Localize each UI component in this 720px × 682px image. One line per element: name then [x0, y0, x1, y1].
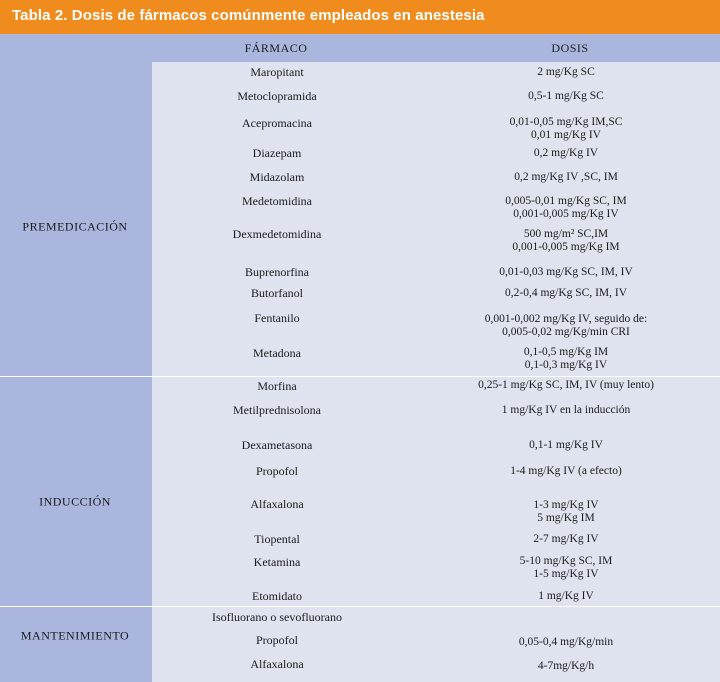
dose-cell: 2-7 mg/Kg IV — [533, 533, 599, 545]
dose-cell: 1-4 mg/Kg IV (a efecto) — [510, 465, 622, 477]
drug-name: Propofol — [256, 633, 298, 647]
drug-name: Etomidato — [252, 589, 302, 603]
drug-name: Metadona — [253, 346, 301, 360]
drug-name: Diazepam — [252, 146, 302, 160]
drug-name: Butorfanol — [251, 286, 303, 300]
dose-cell: 0,05-0,4 mg/Kg/min — [518, 636, 614, 648]
dose-cell: 1 mg/Kg IV en la inducción — [501, 404, 631, 416]
drug-name: Acepromacina — [242, 116, 312, 130]
drug-name: Dexmedetomidina — [232, 227, 322, 241]
section-divider — [0, 376, 720, 377]
dose-cell: 1 mg/Kg IV — [538, 590, 594, 602]
drug-name: Ketamina — [253, 555, 301, 569]
section-label-mantenimiento: MANTENIMIENTO — [20, 628, 130, 643]
header-dose: DOSIS — [551, 41, 589, 55]
dose-cell: 500 mg/m² SC,IM 0,001-0,005 mg/Kg IM — [512, 228, 620, 253]
drug-name: Metoclopramida — [237, 89, 317, 103]
dose-cell: 0,2-0,4 mg/Kg SC, IM, IV — [504, 287, 628, 299]
drug-name: Midazolam — [249, 170, 305, 184]
table-header-row — [0, 34, 720, 62]
drug-name: Maropitant — [250, 65, 304, 79]
drug-name: Isofluorano o sevofluorano — [212, 610, 342, 624]
drug-name: Metilprednisolona — [233, 403, 321, 417]
header-drug: FÁRMACO — [244, 41, 308, 55]
section-label-premedicacion: PREMEDICACIÓN — [22, 219, 128, 234]
drug-name: Propofol — [256, 464, 298, 478]
drug-name: Dexametasona — [241, 438, 313, 452]
dose-cell: 1-3 mg/Kg IV 5 mg/Kg IM — [533, 499, 599, 524]
dose-cell: 0,005-0,01 mg/Kg SC, IM 0,001-0,005 mg/Kg IV — [505, 195, 627, 220]
dose-cell: 5-10 mg/Kg SC, IM 1-5 mg/Kg IV — [519, 555, 613, 580]
section-label-induccion: INDUCCIÓN — [39, 494, 111, 509]
dose-cell: 0,2 mg/Kg IV ,SC, IM — [514, 171, 618, 183]
dose-cell: 0,5-1 mg/Kg SC — [528, 90, 604, 102]
table-title: Tabla 2. Dosis de fármacos comúnmente empleados en anestesia — [12, 7, 485, 24]
drug-name: Alfaxalona — [250, 497, 304, 511]
section-column — [0, 62, 152, 682]
drug-name: Medetomidina — [242, 194, 312, 208]
dose-cell: 4-7mg/Kg/h — [537, 660, 595, 672]
drug-name: Alfaxalona — [250, 657, 304, 671]
dose-cell: 0,2 mg/Kg IV — [533, 147, 599, 159]
dose-cell: 0,01-0,03 mg/Kg SC, IM, IV — [499, 266, 633, 278]
dose-cell: 0,1-1 mg/Kg IV — [529, 439, 603, 451]
drug-name: Tiopental — [254, 532, 300, 546]
section-divider — [0, 606, 720, 607]
drug-name: Buprenorfina — [245, 265, 309, 279]
table-title-bar — [0, 0, 720, 34]
dose-cell: 2 mg/Kg SC — [537, 66, 595, 78]
drug-name: Morfina — [257, 379, 297, 393]
dose-cell: 0,1-0,5 mg/Kg IM 0,1-0,3 mg/Kg IV — [523, 346, 609, 371]
drug-name: Fentanilo — [254, 311, 300, 325]
data-column — [152, 62, 720, 682]
dose-cell: 0,01-0,05 mg/Kg IM,SC 0,01 mg/Kg IV — [509, 116, 623, 141]
dose-cell: 0,25-1 mg/Kg SC, IM, IV (muy lento) — [478, 379, 654, 391]
dose-cell: 0,001-0,002 mg/Kg IV, seguido de: 0,005-0,02 mg/Kg/min CRI — [484, 313, 648, 338]
